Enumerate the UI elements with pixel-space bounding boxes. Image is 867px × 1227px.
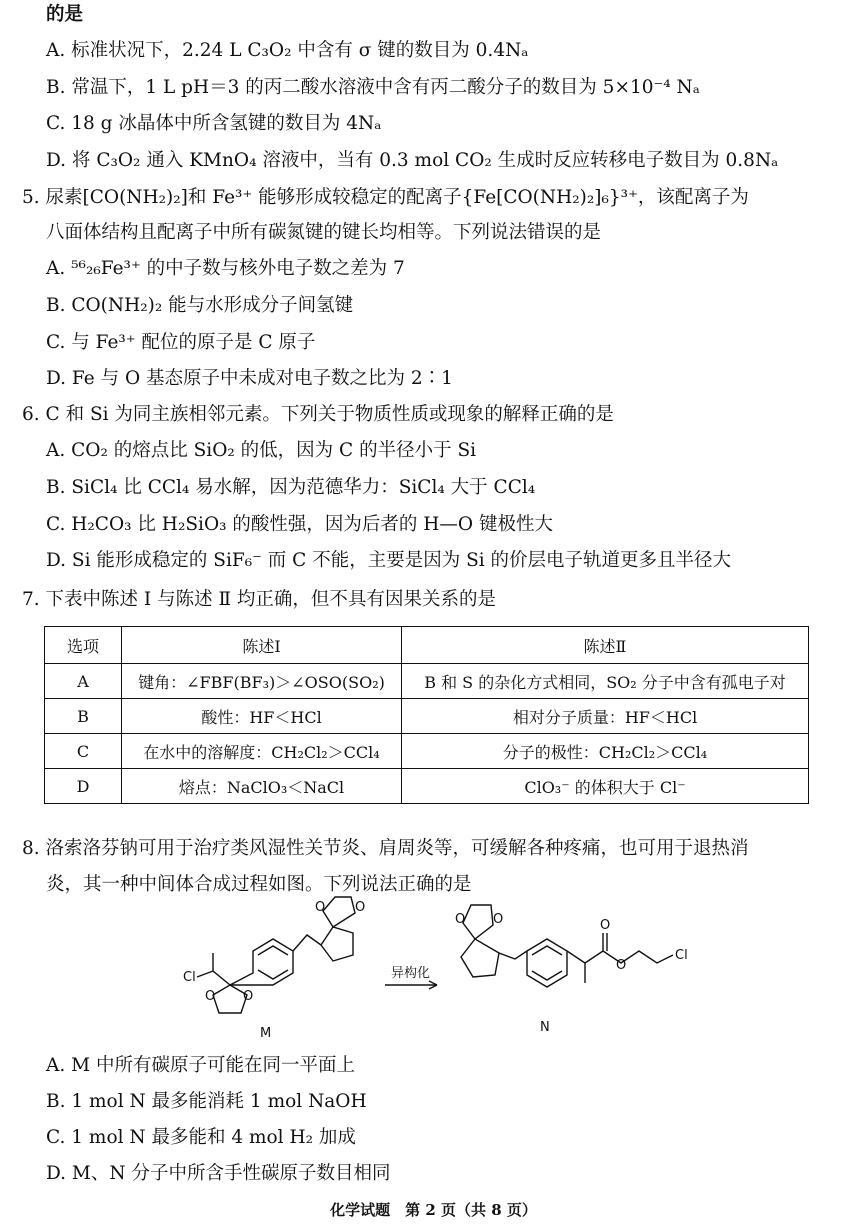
m-spiro-dioxolane — [323, 897, 355, 927]
q8-option-d: D. M、N 分子中所含手性碳原子数目相同 — [46, 1163, 391, 1184]
m-oxygen-label-2: O — [243, 989, 254, 1004]
q8-stem-line2: 炎，其一种中间体合成过程如图。下列说法正确的是 — [46, 874, 472, 895]
q5-option-b: B. CO(NH₂)₂ 能与水形成分子间氢键 — [46, 295, 354, 316]
m-oxygen-label-1: O — [205, 989, 216, 1004]
table-row — [45, 769, 809, 804]
n-carbonyl — [603, 933, 607, 951]
table-cell: 在水中的溶解度：CH₂Cl₂＞CCl₄ — [122, 734, 402, 769]
table-cell: C — [45, 734, 122, 769]
q4-option-a: A. 标准状况下，2.24 L C₃O₂ 中含有 σ 键的数目为 0.4Nₐ — [46, 40, 529, 61]
q8-option-a: A. M 中所有碳原子可能在同一平面上 — [46, 1055, 355, 1076]
m-chlorine-label: Cl — [183, 970, 196, 985]
q8-option-c: C. 1 mol N 最多能和 4 mol H₂ 加成 — [46, 1127, 356, 1148]
q6-option-d: D. Si 能形成稳定的 SiF₆⁻ 而 C 不能，主要是因为 Si 的价层电子轨道更多且半径大 — [46, 550, 732, 571]
q4-option-c: C. 18 g 冰晶体中所含氢键的数目为 4Nₐ — [46, 113, 382, 134]
q6-option-a: A. CO₂ 的熔点比 SiO₂ 的低，因为 C 的半径小于 Si — [46, 440, 477, 461]
q4-stem-tail: 的是 — [46, 4, 84, 25]
table-cell: ClO₃⁻ 的体积大于 Cl⁻ — [402, 769, 809, 804]
table-header-row — [45, 627, 809, 664]
q4-option-d: D. 将 C₃O₂ 通入 KMnO₄ 溶液中，当有 0.3 mol CO₂ 生成时反应转移电子数目为 0.8Nₐ — [46, 150, 779, 171]
table-header-cell: 选项 — [45, 627, 122, 664]
m-cyclopentane — [321, 927, 353, 961]
table-cell: 分子的极性：CH₂Cl₂＞CCl₄ — [402, 734, 809, 769]
table-cell: B 和 S 的杂化方式相同，SO₂ 分子中含有孤电子对 — [402, 664, 809, 699]
q6-option-b: B. SiCl₄ 比 CCl₄ 易水解，因为范德华力：SiCl₄ 大于 CCl₄ — [46, 477, 536, 498]
n-carbonyl-oxygen-label: O — [600, 918, 611, 933]
m-ch2-link — [293, 935, 321, 951]
reaction-scheme — [175, 897, 695, 1047]
m-side-chain — [197, 953, 230, 985]
q7-stem: 7. 下表中陈述 Ⅰ 与陈述 Ⅱ 均正确，但不具有因果关系的是 — [22, 589, 496, 610]
table-cell: 酸性：HF＜HCl — [122, 699, 402, 734]
n-oxygen-label-2: O — [493, 912, 504, 927]
n-ch2-link — [499, 951, 527, 959]
q8-option-b: B. 1 mol N 最多能消耗 1 mol NaOH — [46, 1091, 367, 1112]
m-oxygen-label-3: O — [315, 900, 326, 915]
table-cell: 键角：∠FBF(BF₃)＞∠OSO(SO₂) — [122, 664, 402, 699]
m-benzene-ring — [230, 939, 293, 985]
table-cell: A — [45, 664, 122, 699]
molecule-n-label: N — [540, 1020, 550, 1035]
n-cyclopentane — [461, 939, 499, 977]
q4-option-b: B. 常温下，1 L pH＝3 的丙二酸水溶液中含有丙二酸分子的数目为 5×10⁻⁴ Nₐ — [46, 77, 700, 98]
n-spiro-dioxolane — [463, 905, 493, 939]
q5-stem-line1: 5. 尿素[CO(NH₂)₂]和 Fe³⁺ 能够形成较稳定的配离子{Fe[CO(NH₂)₂]₆}³⁺，该配离子为 — [22, 187, 749, 208]
reaction-scheme-drawing — [175, 897, 695, 1047]
page-footer: 化学试题 第 2 页（共 8 页） — [330, 1201, 537, 1219]
table-cell: D — [45, 769, 122, 804]
table-row — [45, 664, 809, 699]
n-ester-oxygen-label: O — [616, 958, 627, 973]
m-dioxolane-ring — [213, 985, 247, 1013]
q5-stem-line2: 八面体结构且配离子中所有碳氮键的键长均相等。下列说法错误的是 — [46, 222, 602, 243]
q6-stem: 6. C 和 Si 为同主族相邻元素。下列关于物质性质或现象的解释正确的是 — [22, 404, 614, 425]
table-header-cell: 陈述Ⅰ — [122, 627, 402, 664]
m-benzene-inner — [258, 946, 288, 979]
n-benzene-inner — [532, 946, 562, 980]
n-chlorine-label: Cl — [675, 948, 688, 963]
table-cell: 熔点：NaClO₃＜NaCl — [122, 769, 402, 804]
n-oxygen-label-1: O — [455, 912, 466, 927]
table-row — [45, 699, 809, 734]
table-cell: 相对分子质量：HF＜HCl — [402, 699, 809, 734]
q6-option-c: C. H₂CO₃ 比 H₂SiO₃ 的酸性强，因为后者的 H—O 键极性大 — [46, 514, 553, 535]
q5-option-c: C. 与 Fe³⁺ 配位的原子是 C 原子 — [46, 332, 316, 353]
table-header-cell: 陈述Ⅱ — [402, 627, 809, 664]
molecule-m-label: M — [260, 1026, 272, 1041]
arrow-label: 异构化 — [391, 966, 431, 981]
table-cell: B — [45, 699, 122, 734]
table-row — [45, 734, 809, 769]
m-oxygen-label-4: O — [355, 900, 366, 915]
q7-table — [44, 626, 809, 804]
q8-stem-line1: 8. 洛索洛芬钠可用于治疗类风湿性关节炎、肩周炎等，可缓解各种疼痛，也可用于退热消 — [22, 838, 749, 859]
q5-option-a: A. ⁵⁶₂₆Fe³⁺ 的中子数与核外电子数之差为 7 — [46, 258, 405, 279]
q5-option-d: D. Fe 与 O 基态原子中未成对电子数之比为 2∶1 — [46, 368, 453, 389]
